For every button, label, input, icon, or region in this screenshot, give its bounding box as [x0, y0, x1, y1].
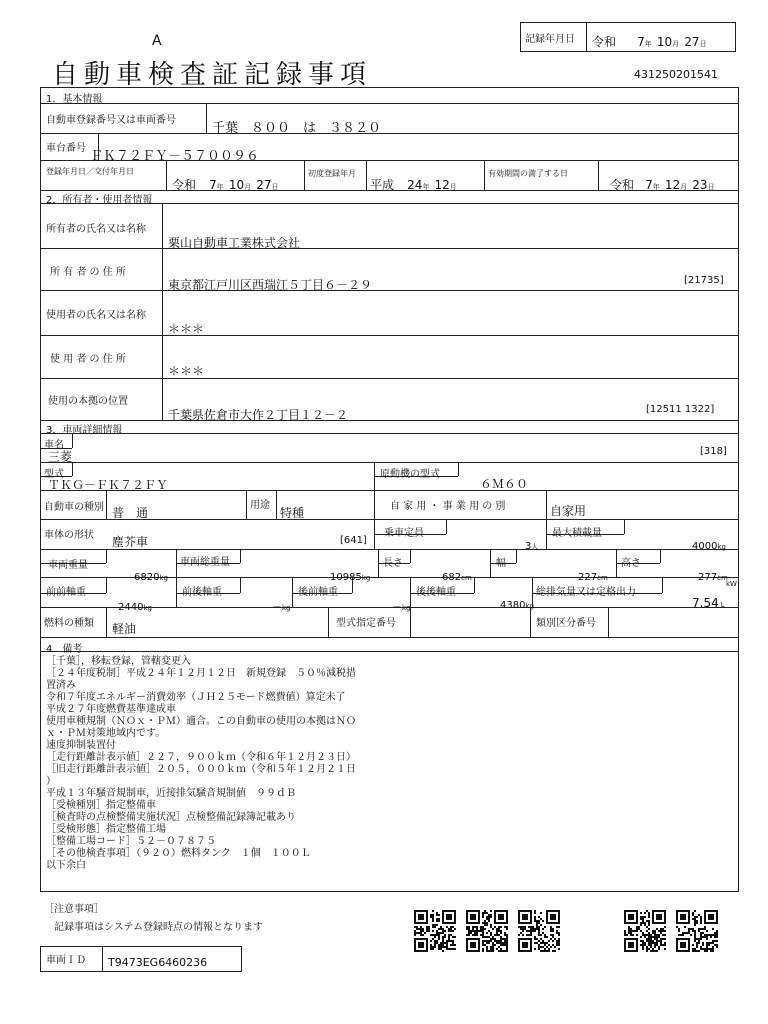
width-label: 幅 — [496, 558, 506, 569]
owner-name-label: 所有者の氏名又は名称 — [46, 224, 146, 235]
model: ＴＫＧ－ＦＫ７２ＦＹ — [48, 478, 169, 492]
rear-rear-axle: 4380kg — [500, 600, 534, 611]
remarks-line: ［受検種別］指定整備車 — [46, 800, 156, 811]
registration-number-label: 自動車登録番号又は車両番号 — [46, 115, 176, 126]
front-front-axle: 2440kg — [118, 602, 152, 613]
remarks-line: 使用車種規制（ＮＯｘ・ＰＭ）適合。この自動車の使用の本拠はＮＯ — [46, 716, 356, 727]
section-2-title: 2．所有者・使用者情報 — [46, 195, 153, 206]
max-load: 4000kg — [692, 541, 726, 552]
qr-code-1 — [414, 910, 456, 952]
first-registration: 平成 24年 12月 — [370, 178, 457, 192]
front-front-axle-label: 前前軸重 — [46, 587, 86, 598]
registration-date: 令和 7年 10月 27日 — [172, 178, 279, 192]
qr-code-4 — [624, 910, 666, 952]
page-title: 自動車検査証記録事項 — [52, 60, 373, 90]
base-location-code: [12511 1322] — [646, 404, 715, 415]
chassis-number-label: 車台番号 — [46, 143, 86, 154]
form-mark: A — [152, 33, 162, 49]
remarks-line: 速度抑制装置付 — [46, 740, 116, 751]
registration-number: 千葉 ８００ は ３８２０ — [212, 121, 382, 136]
vehicle-id: T9473EG6460236 — [108, 956, 208, 969]
expiry-date: 令和 7年 12月 23日 — [610, 178, 715, 192]
private-business-label: 自 家 用 ・ 事 業 用 の 別 — [390, 501, 506, 512]
body-shape: 塵芥車 — [112, 535, 149, 549]
remarks-line: ［その他検査事項］（９２０）燃料タンク １個 １００Ｌ — [46, 848, 311, 859]
make: 三菱 — [48, 450, 73, 464]
capacity-label: 乗車定員 — [384, 528, 424, 539]
remarks-line: ［千葉］，移転登録，管轄変更入 — [46, 656, 191, 667]
front-rear-axle: －kg — [272, 602, 291, 613]
owner-address-code: [21735] — [684, 275, 724, 286]
user-address: ＊＊＊ — [168, 364, 205, 378]
private-business: 自家用 — [550, 504, 587, 518]
engine: ６Ｍ６０ — [480, 477, 529, 491]
record-date-value: 令和 7年 10月 27日 — [592, 35, 707, 49]
registration-date-label: 登録年月日／交付年月日 — [46, 167, 134, 176]
model-label: 型式 — [44, 469, 64, 480]
remarks — [46, 656, 686, 872]
record-date-label: 記録年月日 — [525, 34, 575, 45]
max-load-label: 最大積載量 — [552, 528, 602, 539]
remarks-line: ［２４年度税制］平成２４年１２月１２日 新規登録 ５０％減税措 — [46, 668, 356, 679]
remarks-line: 平成１３年騒音規制車，近接排気騒音規制値 ９９ｄＢ — [46, 788, 296, 799]
section-1-title: 1．基本情報 — [46, 94, 103, 105]
vehicle-id-label: 車両ＩＤ — [46, 955, 86, 966]
displacement-label: 総排気量又は定格出力 — [536, 587, 636, 598]
use: 特種 — [280, 506, 305, 520]
owner-address: 東京都江戸川区西瑞江５丁目６－２９ — [168, 278, 373, 292]
remarks-line: ［整備工場コード］５２－０７８７５ — [46, 836, 216, 847]
vehicle-weight: 6820kg — [134, 572, 168, 583]
user-address-label: 使 用 者 の 住 所 — [50, 354, 126, 365]
base-location: 千葉県佐倉市大作２丁目１２－２ — [168, 408, 349, 422]
class-number-label: 類別区分番号 — [536, 618, 596, 629]
displacement-unit-kw: kW — [726, 580, 737, 588]
fuel-type-label: 燃料の種類 — [44, 618, 94, 629]
gross-weight-label: 車両総重量 — [180, 557, 230, 568]
remarks-line: ［検査時の点検整備実施状況］点検整備記録簿記載あり — [46, 812, 296, 823]
vehicle-kind-label: 自動車の種別 — [44, 502, 104, 513]
remarks-line: ） — [46, 776, 56, 787]
rear-front-axle: －kg — [392, 602, 411, 613]
width: 227cm — [578, 572, 608, 583]
section-3-title: 3．車両詳細情報 — [46, 425, 123, 436]
height: 277cm — [698, 572, 728, 583]
remarks-line: 置済み — [46, 680, 76, 691]
qr-code-3 — [518, 910, 560, 952]
user-name: ＊＊＊ — [168, 322, 205, 336]
use-label: 用途 — [250, 500, 270, 511]
height-label: 高さ — [621, 558, 641, 569]
body-shape-code: [641] — [340, 535, 367, 546]
make-label: 車名 — [44, 440, 64, 451]
owner-address-label: 所 有 者 の 住 所 — [50, 267, 126, 278]
remarks-line: ［走行距離計表示値］２２７，９００ｋｍ（令和６年１２月２３日） — [46, 752, 356, 763]
owner-name: 栗山自動車工業株式会社 — [168, 236, 301, 250]
fuel-type: 軽油 — [112, 622, 137, 636]
expiry-date-label: 有効期間の満了する日 — [488, 169, 568, 178]
notes-text: 記録事項はシステム登録時点の情報となります — [54, 922, 263, 933]
notes-title: ［注意事項］ — [44, 904, 104, 915]
type-designation-label: 型式指定番号 — [336, 618, 396, 629]
vehicle-kind: 普 通 — [112, 506, 149, 520]
remarks-line: ［受検形態］指定整備工場 — [46, 824, 166, 835]
remarks-line: ｘ・ＰＭ対策地域内です。 — [46, 728, 166, 739]
first-registration-label: 初度登録年月 — [308, 169, 356, 178]
user-name-label: 使用者の氏名又は名称 — [46, 310, 146, 321]
capacity: 3人 — [525, 541, 539, 552]
make-code: [318] — [700, 446, 727, 457]
displacement: 7.54 L — [692, 596, 725, 610]
rear-rear-axle-label: 後後軸重 — [416, 587, 456, 598]
engine-label: 原動機の型式 — [380, 469, 440, 480]
remarks-line: 平成２７年度燃費基準達成車 — [46, 704, 176, 715]
base-location-label: 使用の本拠の位置 — [48, 396, 128, 407]
remarks-line: 以下余白 — [46, 860, 86, 871]
remarks-line: ［旧走行距離計表示値］２０５，０００ｋｍ（令和５年１２月２１日 — [46, 764, 356, 775]
document-number: 431250201541 — [634, 68, 718, 81]
qr-code-2 — [466, 910, 508, 952]
vehicle-weight-label: 車両重量 — [48, 560, 88, 571]
remarks-line: 令和７年度エネルギー消費効率（ＪＨ２５モード燃費値）算定未了 — [46, 692, 346, 703]
section-4-title: 4．備考 — [46, 644, 83, 655]
gross-weight: 10985kg — [330, 572, 371, 583]
chassis-number: ＦＫ７２ＦＹ－５７００９６ — [90, 149, 260, 164]
rear-front-axle-label: 後前軸重 — [298, 587, 338, 598]
qr-code-5 — [676, 910, 718, 952]
length-label: 長さ — [383, 558, 403, 569]
body-shape-label: 車体の形状 — [44, 530, 94, 541]
front-rear-axle-label: 前後軸重 — [182, 587, 222, 598]
length: 682cm — [442, 572, 472, 583]
